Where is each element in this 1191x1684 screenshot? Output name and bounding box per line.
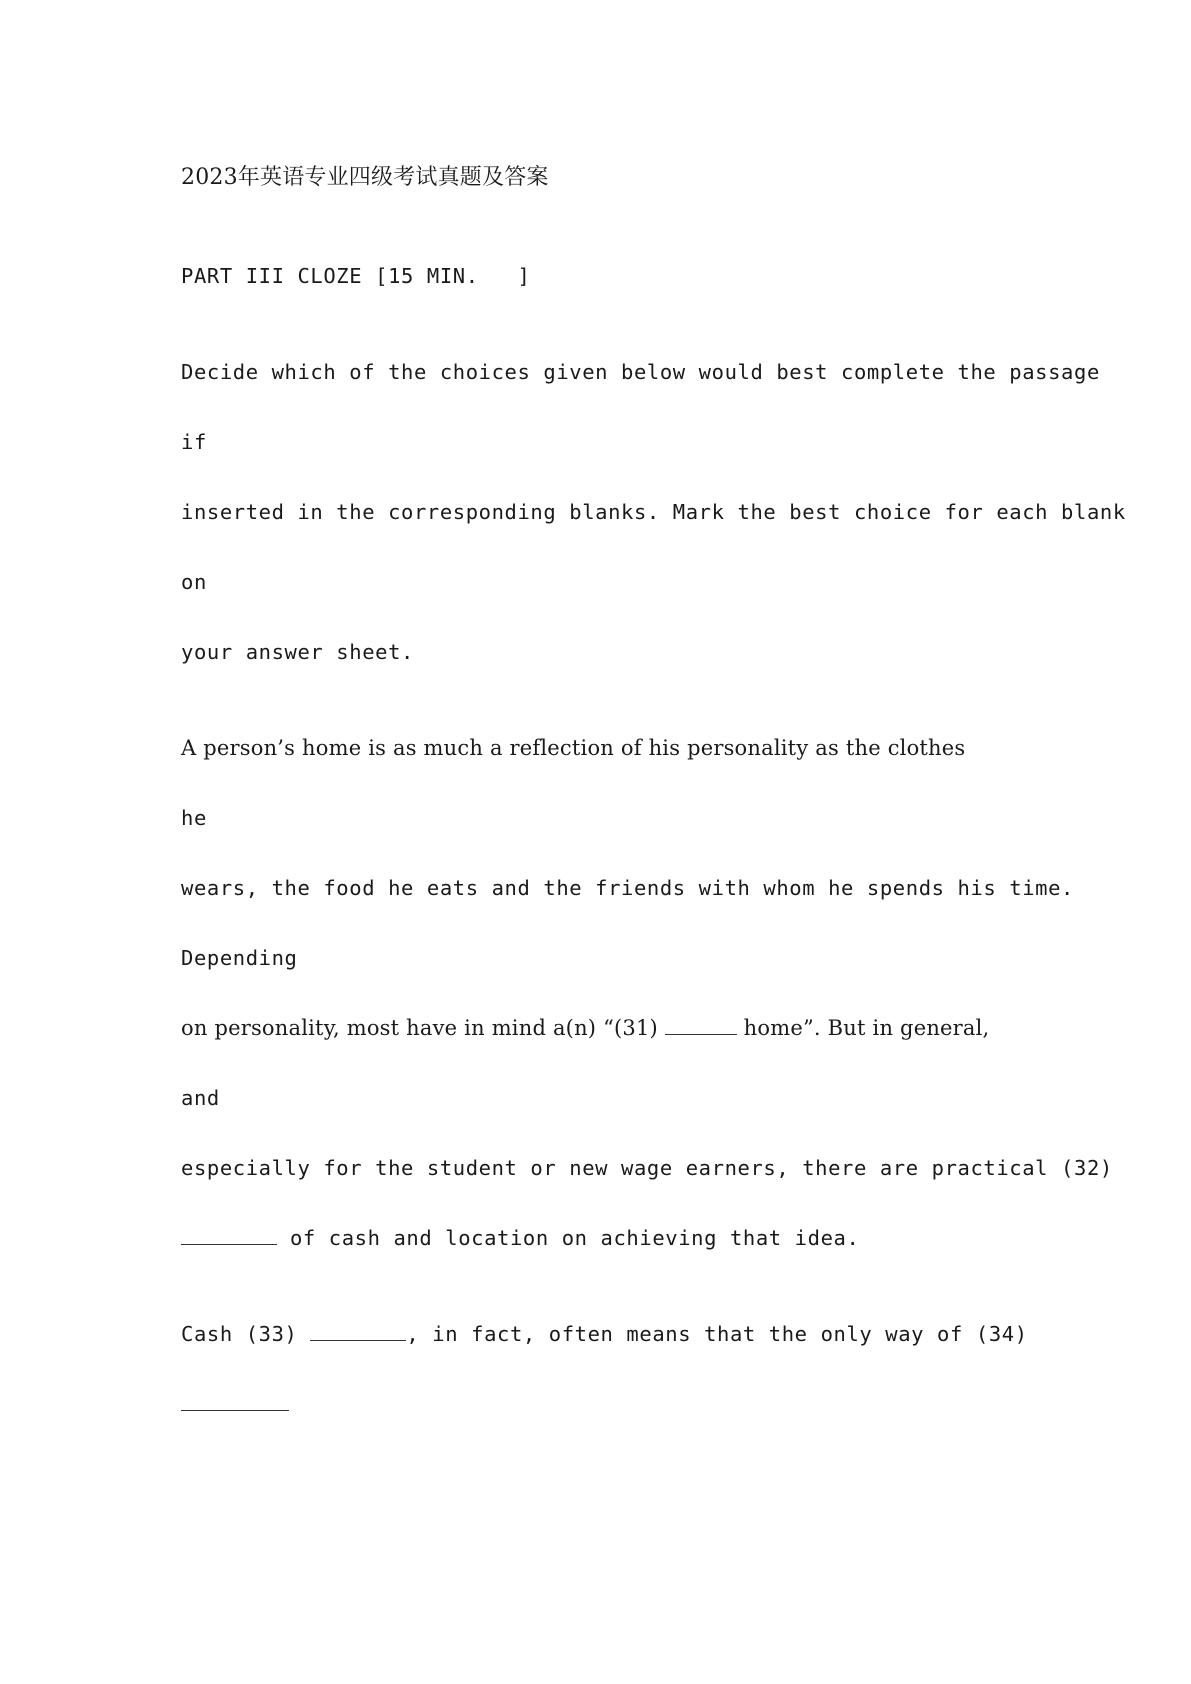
passage-line-5 (181, 1014, 989, 1042)
passage-line-9-start: Cash (33) (181, 1322, 311, 1346)
instruction-line-5: your answer sheet. (181, 640, 414, 664)
instruction-line-2: if (181, 430, 207, 454)
passage-line-9-end: , in fact, often means that the only way of (34) (406, 1322, 1028, 1346)
blank-32 (181, 1224, 277, 1245)
section-heading: PART III CLOZE [15 MIN. ] (181, 264, 531, 288)
blank-33 (310, 1320, 406, 1341)
passage-line-8-text: of cash and location on achieving that idea. (277, 1226, 860, 1250)
passage-line-7: especially for the student or new wage earners, there are practical (32) (181, 1156, 1113, 1180)
passage-line-5-start: on personality, most have in mind a(n) “(31) (181, 1016, 665, 1040)
blank-31 (665, 1014, 737, 1035)
passage-line-9 (181, 1320, 1028, 1348)
document-title: 2023年英语专业四级考试真题及答案 (181, 165, 549, 190)
blank-34 (181, 1390, 289, 1411)
passage-line-3: wears, the food he eats and the friends with whom he spends his time. (181, 876, 1075, 900)
passage-line-8 (181, 1224, 859, 1252)
instruction-line-3: inserted in the corresponding blanks. Mark the best choice for each blank (181, 500, 1126, 524)
passage-line-10 (181, 1390, 289, 1418)
passage-line-2: he (181, 806, 207, 830)
instruction-line-1: Decide which of the choices given below would best complete the passage (181, 360, 1100, 384)
passage-line-5-end: home”. But in general, (736, 1016, 990, 1040)
passage-line-4: Depending (181, 946, 298, 970)
instruction-line-4: on (181, 570, 207, 594)
passage-line-1: A person’s home is as much a reflection of his personality as the clothes (181, 736, 966, 760)
passage-line-6: and (181, 1086, 220, 1110)
